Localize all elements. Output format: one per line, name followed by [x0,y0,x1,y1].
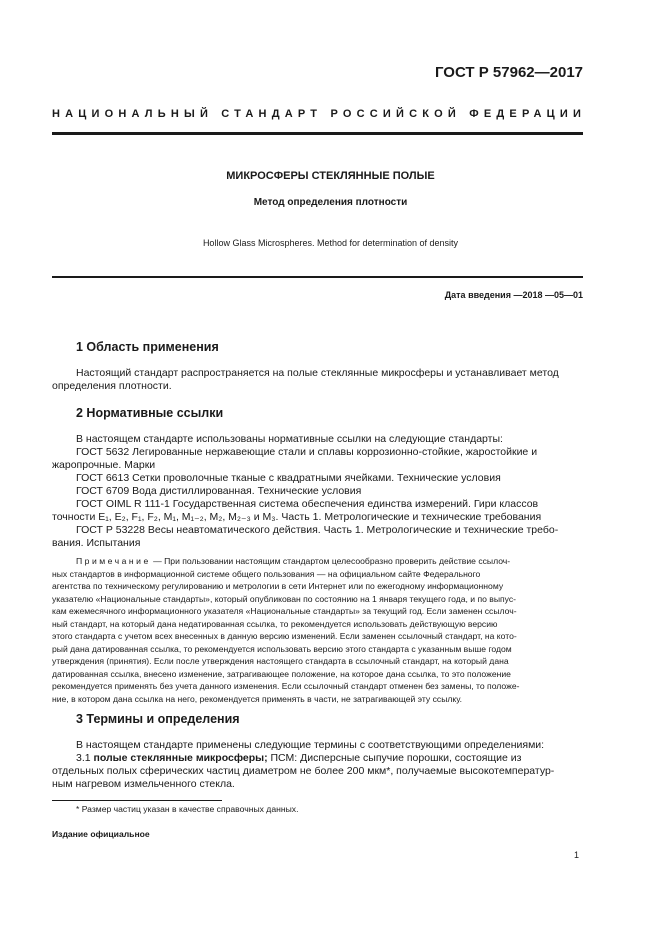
section-3-heading: 3 Термины и определения [76,712,240,726]
term-definition: ПСМ: Дисперсные сыпучие порошки, состоящие из [267,752,522,764]
header-divider [52,132,583,135]
reference-line: вания. Испытания [52,537,141,549]
reference-line: ГОСТ 5632 Легированные нержавеющие стали и сплавы коррозионно-стойкие, жаростойкие и [76,446,538,458]
title-divider [52,276,583,278]
term-number: 3.1 [76,752,94,764]
note-line: ных стандартов в информационной системе общего пользования — на официальном сайте Федерального [52,568,481,579]
section-2-heading: 2 Нормативные ссылки [76,406,224,420]
section-1-text-line: Настоящий стандарт распространяется на полые стеклянные микросферы и устанавливает метод [76,367,559,379]
reference-line: ГОСТ 6613 Сетки проволочные тканые с квадратными ячейками. Технические условия [76,472,501,484]
reference-line: ГОСТ Р 53228 Весы неавтоматического действия. Часть 1. Метрологические и технические требо- [76,524,559,536]
note-line: ние, в котором дана ссылка на него, рекомендуется применять в части, не затрагивающей эту ссылку. [52,693,463,704]
note-line: указателю «Национальные стандарты», который опубликован по состоянию на 1 января текущего года, и по выпус- [52,593,517,604]
footnote: * Размер частиц указан в качестве справочных данных. [76,804,299,814]
note-line: рый дана датированная ссылка, то рекомендуется использовать версию этого стандарта с указанным выше годом [52,643,512,654]
term-name: полые стеклянные микросферы; [93,752,268,764]
english-title: Hollow Glass Microspheres. Method for determination of density [202,238,459,248]
introduction-date: Дата введения —2018 —05—01 [444,290,583,300]
section-1-heading: 1 Область применения [76,340,219,354]
edition-label: Издание официальное [52,829,150,839]
term-definition-line: отдельных полых сферических частиц диаметром не более 200 мкм*, получаемые высокотемператур- [52,765,555,777]
page-number: 1 [573,850,579,860]
note-line: ный стандарт, на который дана недатированная ссылка, то рекомендуется использовать действующую версию [52,618,498,629]
national-standard-banner: НАЦИОНАЛЬНЫЙ СТАНДАРТ РОССИЙСКОЙ ФЕДЕРАЦИИ [52,108,587,120]
note-label: Примечание [76,556,151,566]
footnote-divider [52,800,222,801]
note-line: агентства по техническому регулированию и метрологии в сети Интернет или по ежегодному информационному [52,581,504,591]
document-title: МИКРОСФЕРЫ СТЕКЛЯННЫЕ ПОЛЫЕ [226,170,435,182]
reference-line: точности E₁, E₂, F₁, F₂, M₁, M₁₋₂, M₂, M₂₋₃ и M₃. Часть 1. Метрологические и технические требования [52,511,542,523]
note-line: этого стандарта с учетом всех внесенных в данную версию изменений. Если заменен ссылочный стандарт, на кото- [52,631,517,641]
references-intro: В настоящем стандарте использованы нормативные ссылки на следующие стандарты: [76,433,503,445]
note-line: датированная ссылка, внесено изменение, затрагивающее положение, на которое дана ссылка, то это положение [52,668,511,679]
document-number: ГОСТ Р 57962—2017 [434,64,583,81]
note-line: рекомендуется применять без учета данного изменения. Если ссылочный стандарт отменен без замены, то положе- [52,681,520,691]
note-line [76,555,583,568]
document-subtitle: Метод определения плотности [253,197,408,208]
terms-intro: В настоящем стандарте применены следующие термины с соответствующими определениями: [76,739,545,751]
reference-line: жаропрочные. Марки [52,459,156,471]
term-definition-line: ным нагревом измельченного стекла. [52,778,235,790]
note-text: — При пользовании настоящим стандартом целесообразно проверить действие ссылоч- [150,556,511,566]
term-definition-line [76,752,583,765]
note-line: кам ежемесячного информационного указателя «Национальные стандарты» за текущий год. Если заменен ссылоч- [52,606,517,616]
note-line: утверждения (принятия). Если после утверждения настоящего стандарта в ссылочный стандарт, на который дана [52,656,509,666]
reference-line: ГОСТ OIML R 111-1 Государственная система обеспечения единства измерений. Гири классов [76,498,539,510]
reference-line: ГОСТ 6709 Вода дистиллированная. Технические условия [76,485,362,497]
section-1-text-line: определения плотности. [52,380,172,392]
